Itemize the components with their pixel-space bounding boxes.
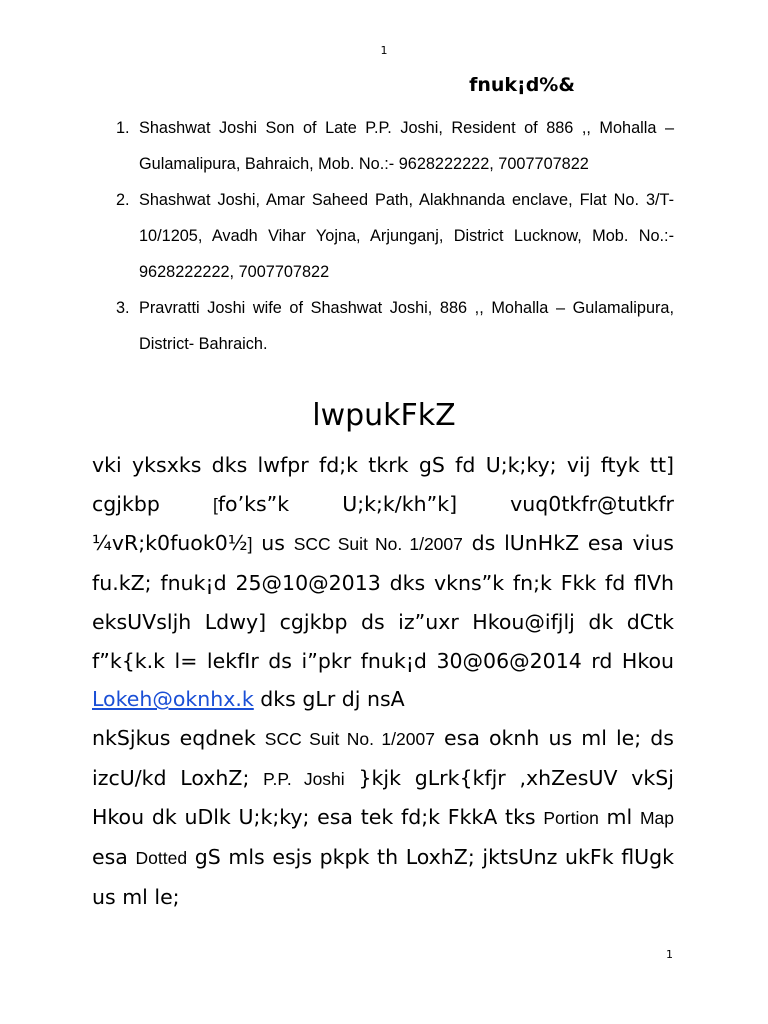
- address-number: 3.: [116, 299, 130, 317]
- para1-text-j: dks gLr dj nsA: [253, 687, 405, 712]
- para2-text-k: gS mls esjs pkpk th LoxhZ; jktsUnz ukFk flUgk us ml le;: [92, 845, 675, 909]
- para1-text-e: vuq0tkfr@tutkfr ¼vR;k0fuok0½: [92, 491, 674, 556]
- para2-text-g: ml: [598, 805, 640, 830]
- para1-bracket-open: [: [212, 494, 218, 515]
- para2-word-map: Map: [639, 808, 674, 829]
- address-text: Pravratti Joshi wife of Shashwat Joshi, 886 ,, Mohalla – Gulamalipura, District- Bahraich.: [139, 299, 674, 353]
- para1-text-i: ds lUnHkZ esa vius fu.kZ; fnuk¡d 25@10@2013 dks vkns”k fn;k Fkk fd flVh eksUVsljh Ldwy] cgjkbp ds iz”uxr Hkou@ifjlj dk dCtk f”k{k.k l= lekfIr ds i”pkr fnuk¡d 30@06@2014 rd Hkou: [92, 531, 674, 673]
- address-text: Shashwat Joshi, Amar Saheed Path, Alakhnanda enclave, Flat No. 3/T-10/1205, Avadh Vihar Yojna, Arjunganj, District Lucknow, Mob. No.:- 9628222222, 7007707822: [139, 191, 674, 281]
- page-number-bottom: 1: [666, 948, 673, 961]
- para1-text-c: fo’ks”k U;k;k/kh”k: [217, 491, 450, 516]
- para2-text-c: esa oknh us ml le; ds izcU/kd LoxhZ;: [92, 725, 674, 790]
- para1-text-g: us: [252, 531, 294, 556]
- page-number-top: 1: [380, 44, 388, 57]
- para1-bracket-close: ]: [449, 491, 458, 516]
- para2-word-dotted: Dotted: [135, 848, 188, 869]
- para2-text-a: nkSjkus eqdnek: [92, 725, 265, 750]
- para1-text-a: vki yksxks dks lwfpr fd;k tkrk gS fd U;k;ky; vij ftyk tt] cgjkbp: [92, 453, 674, 516]
- address-item: [92, 182, 674, 290]
- para2-text-e: }kjk gLrk{kfjr ,xhZesUV vkSj Hkou dk uDlk U;k;ky; esa tek fd;k FkkA tks: [92, 765, 674, 830]
- address-text: Shashwat Joshi Son of Late P.P. Joshi, Resident of 886 ,, Mohalla – Gulamalipura, Bahraich, Mob. No.:- 9628222222, 7007707822: [139, 119, 674, 173]
- para2-person-name: P.P. Joshi: [263, 768, 345, 789]
- para2-suit-number: SCC Suit No. 1/2007: [264, 728, 435, 749]
- body-paragraph-1: [92, 446, 674, 719]
- para1-suit-number: SCC Suit No. 1/2007: [293, 534, 463, 555]
- para1-bracket-close-2: ]: [247, 534, 253, 555]
- address-number: 1.: [116, 119, 130, 137]
- document-heading: fnuk¡d%&: [469, 74, 575, 96]
- body-paragraph-2: [92, 719, 674, 917]
- address-item: [92, 290, 674, 362]
- address-number: 2.: [116, 191, 130, 209]
- notice-body: [92, 446, 674, 916]
- para2-text-i: esa: [92, 845, 136, 870]
- notice-subheading: lwpukFkZ: [312, 398, 456, 433]
- hyperlink-text[interactable]: Lokeh@oknhx.k: [92, 687, 254, 712]
- para2-word-portion: Portion: [543, 808, 599, 829]
- address-item: [92, 110, 674, 182]
- address-list: [92, 110, 674, 362]
